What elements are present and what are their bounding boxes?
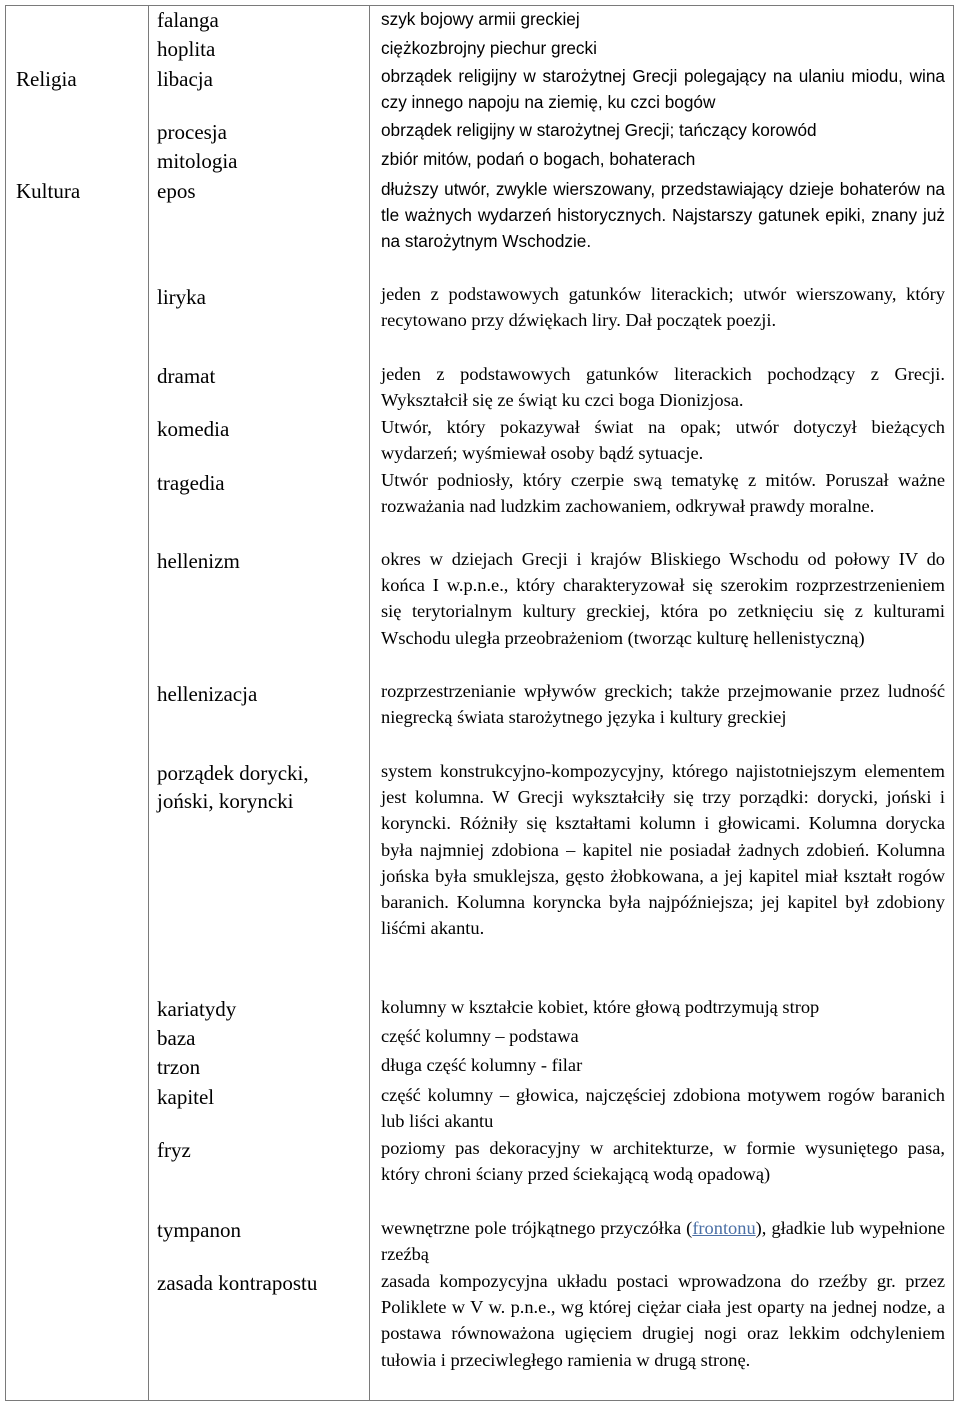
category-religia: Religia [16,67,77,91]
term: trzon [157,1055,201,1079]
term: zasada kontrapostu [157,1271,318,1295]
definition: część kolumny – podstawa [381,1026,579,1046]
definition: Utwór podniosły, który czerpie swą tematykę z mitów. Poruszał ważne rozważania nad ludzkim zachowaniem, odkrywał prawdy moralne. [381,470,945,517]
definition [381,1215,945,1267]
term: fryz [157,1138,191,1162]
term: komedia [157,417,230,441]
column-divider-1 [148,5,149,1401]
term: dramat [157,364,216,388]
definition: kolumny w kształcie kobiet, które głową podtrzymują strop [381,997,820,1017]
term: falanga [157,8,219,32]
definition: ciężkozbrojny piechur grecki [381,38,597,58]
definition: obrządek religijny w starożytnej Grecji; tańczący korowód [381,120,817,140]
term: epos [157,179,196,203]
definition: długa część kolumny - filar [381,1055,583,1075]
term: hellenizm [157,549,240,573]
frontonu-link[interactable]: frontonu [692,1218,756,1238]
definition: zasada kompozycyjna układu postaci wprowadzona do rzeźby gr. przez Poliklete w V w. p.n.e., wg której ciężar ciała jest oparty na jednej nodze, a postawa równoważona ugięciem drugiej nogi oraz lekkim odchyleniem tułowia i przeciwległego ramienia w drugą stronę. [381,1271,945,1370]
term: kariatydy [157,997,237,1021]
term: tragedia [157,471,225,495]
term: mitologia [157,149,238,173]
definition: Utwór, który pokazywał świat na opak; utwór dotyczył bieżących wydarzeń; wyśmiewał osoby bądź sytuacje. [381,417,945,464]
definition: obrządek religijny w starożytnej Grecji polegający na ulaniu miodu, wina czy innego napoju na ziemię, ku czci bogów [381,66,945,113]
definition: jeden z podstawowych gatunków literackich pochodzący z Grecji. Wykształcił się ze świąt ku czci boga Dionizjosa. [381,364,945,411]
definition: dłuższy utwór, zwykle wierszowany, przedstawiający dzieje bohaterów na tle ważnych wydarzeń historycznych. Najstarszy gatunek epiki, znany już na starożytnym Wschodzie. [381,179,945,252]
term: libacja [157,67,213,91]
term: hellenizacja [157,682,258,706]
definition-text-before: wewnętrzne pole trójkątnego przyczółka ( [381,1218,693,1238]
term: liryka [157,285,206,309]
term: tympanon [157,1218,241,1242]
definition: jeden z podstawowych gatunków literackich; utwór wierszowany, który recytowano przy dźwiękach liry. Dał początek poezji. [381,284,945,331]
definition: okres w dziejach Grecji i krajów Bliskiego Wschodu od połowy IV do końca I w.p.n.e., który charakteryzował się szerokim rozprzestrzenieniem się terytorialnym kultury greckiej, która po zetknięciu się z kulturami Wschodu uległa przeobrażeniom (tworząc kulturę hellenistyczną) [381,549,945,648]
definition-text-after: ), gładkie lub wypełnione rzeźbą [381,1218,946,1265]
definition: zbiór mitów, podań o bogach, bohaterach [381,149,696,169]
definition: system konstrukcyjno-kompozycyjny, którego najistotniejszym elementem jest kolumna. W Grecji wykształciły się trzy porządki: dorycki, joński i koryncki. Różniły się kształtami kolumn i głowicami. Kolumna dorycka była najmniej zdobiona – kapitel nie posiadał żadnych zdobień. Kolumna jońska była smuklejsza, gęsto żłobkowana, a jej kapitel miał kształt rogów baranich. Kolumna koryncka była najpóźniejsza; jej kapitel był zdobiony liśćmi akantu. [381,761,945,939]
term: kapitel [157,1085,215,1109]
category-kultura: Kultura [16,179,81,203]
column-divider-2 [369,5,370,1401]
term: baza [157,1026,196,1050]
term: porządek dorycki, joński, koryncki [157,761,309,813]
definition: rozprzestrzenianie wpływów greckich; także przejmowanie przez ludność niegrecką świata starożytnego języka i kultury greckiej [381,681,945,728]
term: hoplita [157,37,216,61]
definition: część kolumny – głowica, najczęściej zdobiona motywem rogów baranich lub liści akantu [381,1085,945,1132]
definition: poziomy pas dekoracyjny w architekturze, w formie wysuniętego pasa, który chroni ściany przed ściekającą wodą opadową) [381,1138,945,1185]
definition: szyk bojowy armii greckiej [381,9,580,29]
term: procesja [157,120,227,144]
